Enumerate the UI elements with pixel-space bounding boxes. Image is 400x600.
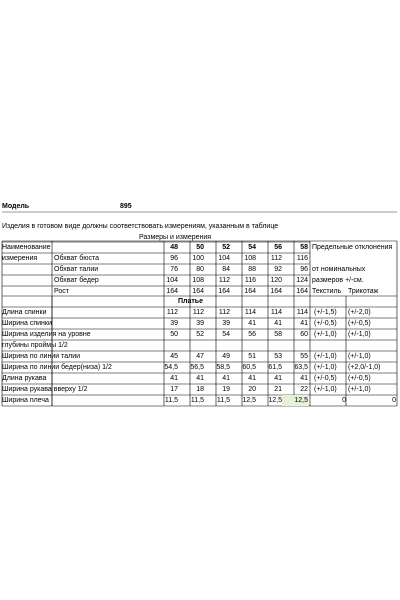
dress-row-value: 39: [170, 320, 178, 327]
dress-row-value: 50: [170, 331, 178, 338]
dress-row-value: 56,5: [190, 364, 204, 371]
body-row-value: 164: [166, 288, 178, 295]
body-row-value: 88: [248, 266, 256, 273]
dress-row-value: 63,5: [294, 364, 308, 371]
dress-row-label: глубины проймы 1/2: [2, 342, 68, 349]
dress-row-value: 41: [300, 375, 308, 382]
header-izm: измерения: [2, 255, 38, 262]
section-title: Платье: [178, 298, 203, 305]
dress-row-textile: (+/-1,0): [314, 386, 337, 393]
body-row-label: Обхват талии: [54, 266, 99, 273]
dress-row-value: 18: [196, 386, 204, 393]
dress-row-value: 49: [222, 353, 230, 360]
dress-row-value: 58,5: [216, 364, 230, 371]
body-row-label: Обхват бедер: [54, 277, 99, 284]
dress-row-value: 39: [196, 320, 204, 327]
dress-row-label: Длина спинки: [2, 309, 47, 316]
body-row-value: 164: [270, 288, 282, 295]
dress-row-value: 114: [296, 309, 308, 316]
body-row-value: 100: [192, 255, 204, 262]
dress-row-value: 41: [274, 320, 282, 327]
body-row-value: 164: [244, 288, 256, 295]
dress-row-textile: (+/-1,5): [314, 309, 337, 316]
dress-row-value: 45: [170, 353, 178, 360]
dress-row-value: 55: [300, 353, 308, 360]
dress-row-knit: (+/-0,5): [348, 375, 371, 382]
size-header: 54: [248, 244, 256, 251]
dev-from: от номинальных: [312, 266, 366, 273]
dress-row-value: 114: [244, 309, 256, 316]
body-row-label: Рост: [54, 288, 69, 295]
size-header: 50: [196, 244, 204, 251]
body-row-value: 96: [300, 266, 308, 273]
dress-row-value: 21: [274, 386, 282, 393]
dress-row-textile: (+/-0,5): [314, 320, 337, 327]
dress-row-label: Ширина спинки: [2, 320, 52, 327]
dress-row-value: 60,5: [242, 364, 256, 371]
dress-row-value: 51: [248, 353, 256, 360]
dress-row-value: 56: [248, 331, 256, 338]
sizes-title: Размеры и измерения: [139, 234, 212, 241]
dress-row-value: 52: [196, 331, 204, 338]
dress-row-value: 20: [248, 386, 256, 393]
dev-title: Предельные отклонения: [312, 244, 393, 251]
dress-row-value: 112: [218, 309, 230, 316]
dress-row-value: 12,5: [282, 395, 308, 406]
body-row-value: 92: [274, 266, 282, 273]
body-row-value: 116: [244, 277, 256, 284]
body-row-value: 76: [170, 266, 178, 273]
dress-row-value: 12,5: [268, 397, 282, 404]
dress-row-value: 54,5: [164, 364, 178, 371]
dress-row-value: 58: [274, 331, 282, 338]
dress-row-value: 47: [196, 353, 204, 360]
size-header: 58: [300, 244, 308, 251]
dress-row-value: 60: [300, 331, 308, 338]
body-row-value: 104: [218, 255, 230, 262]
body-row-value: 112: [270, 255, 282, 262]
model-label: Модель: [2, 203, 30, 210]
body-row-value: 164: [296, 288, 308, 295]
body-row-value: 108: [244, 255, 256, 262]
dress-row-knit: (+2,0/-1,0): [348, 364, 381, 371]
body-row-value: 164: [192, 288, 204, 295]
dress-row-value: 114: [270, 309, 282, 316]
dress-row-label: Длина рукава: [2, 375, 47, 382]
dress-row-knit: (+/-0,5): [348, 320, 371, 327]
dress-row-knit: (+/-2,0): [348, 309, 371, 316]
dress-row-value: 112: [166, 309, 178, 316]
dress-row-label: Ширина по линии бедер(низа) 1/2: [2, 364, 112, 371]
body-row-value: 120: [270, 277, 282, 284]
dress-row-value: 11,5: [164, 397, 178, 404]
dress-row-value: 53: [274, 353, 282, 360]
body-row-value: 104: [166, 277, 178, 284]
dress-row-value: 41: [274, 375, 282, 382]
dress-row-value: 22: [300, 386, 308, 393]
intro-text: Изделия в готовом виде должны соответствовать измерениям, указанным в таблице: [2, 223, 279, 230]
size-header: 56: [274, 244, 282, 251]
dress-row-label: Ширина рукава вверху 1/2: [2, 386, 88, 393]
dress-row-knit: 0: [392, 397, 396, 404]
dress-row-textile: (+/-1,0): [314, 364, 337, 371]
dress-row-value: 41: [196, 375, 204, 382]
dress-row-label: Ширина плеча: [2, 397, 49, 404]
body-row-value: 108: [192, 277, 204, 284]
body-row-value: 116: [296, 255, 308, 262]
dress-row-value: 17: [170, 386, 178, 393]
dress-row-knit: (+/-1,0): [348, 331, 371, 338]
knit-label: Трикотаж: [348, 288, 379, 295]
body-row-value: 96: [170, 255, 178, 262]
dress-row-value: 41: [300, 320, 308, 327]
dress-row-textile: (+/-0,5): [314, 375, 337, 382]
body-row-value: 164: [218, 288, 230, 295]
dress-row-textile: (+/-1,0): [314, 331, 337, 338]
dress-row-value: 41: [248, 375, 256, 382]
size-header: 48: [170, 244, 178, 251]
dress-row-textile: (+/-1,0): [314, 353, 337, 360]
body-row-value: 124: [296, 277, 308, 284]
dress-row-knit: (+/-1,0): [348, 386, 371, 393]
header-naim: Наименование: [2, 244, 51, 251]
textile-label: Текстиль: [312, 288, 342, 295]
dress-row-value: 11,5: [190, 397, 204, 404]
dress-row-value: 61,5: [268, 364, 282, 371]
dress-row-label: Ширина по линии талии: [2, 353, 81, 360]
dress-row-value: 11,5: [216, 397, 230, 404]
body-row-value: 84: [222, 266, 230, 273]
dress-row-label: Ширина изделия на уровне: [2, 331, 91, 338]
body-row-label: Обхват бюста: [54, 255, 100, 262]
dress-row-value: 41: [170, 375, 178, 382]
dress-row-value: 112: [192, 309, 204, 316]
dress-row-value: 41: [248, 320, 256, 327]
body-row-value: 80: [196, 266, 204, 273]
dev-units: размеров +/-см.: [312, 277, 364, 284]
size-header: 52: [222, 244, 230, 251]
model-number: 895: [120, 203, 132, 210]
body-row-value: 112: [218, 277, 230, 284]
dress-row-value: 54: [222, 331, 230, 338]
dress-row-value: 19: [222, 386, 230, 393]
dress-row-value: 12,5: [242, 397, 256, 404]
dress-row-value: 39: [222, 320, 230, 327]
dress-row-value: 41: [222, 375, 230, 382]
dress-row-knit: (+/-1,0): [348, 353, 371, 360]
dress-row-textile: 0: [342, 397, 346, 404]
